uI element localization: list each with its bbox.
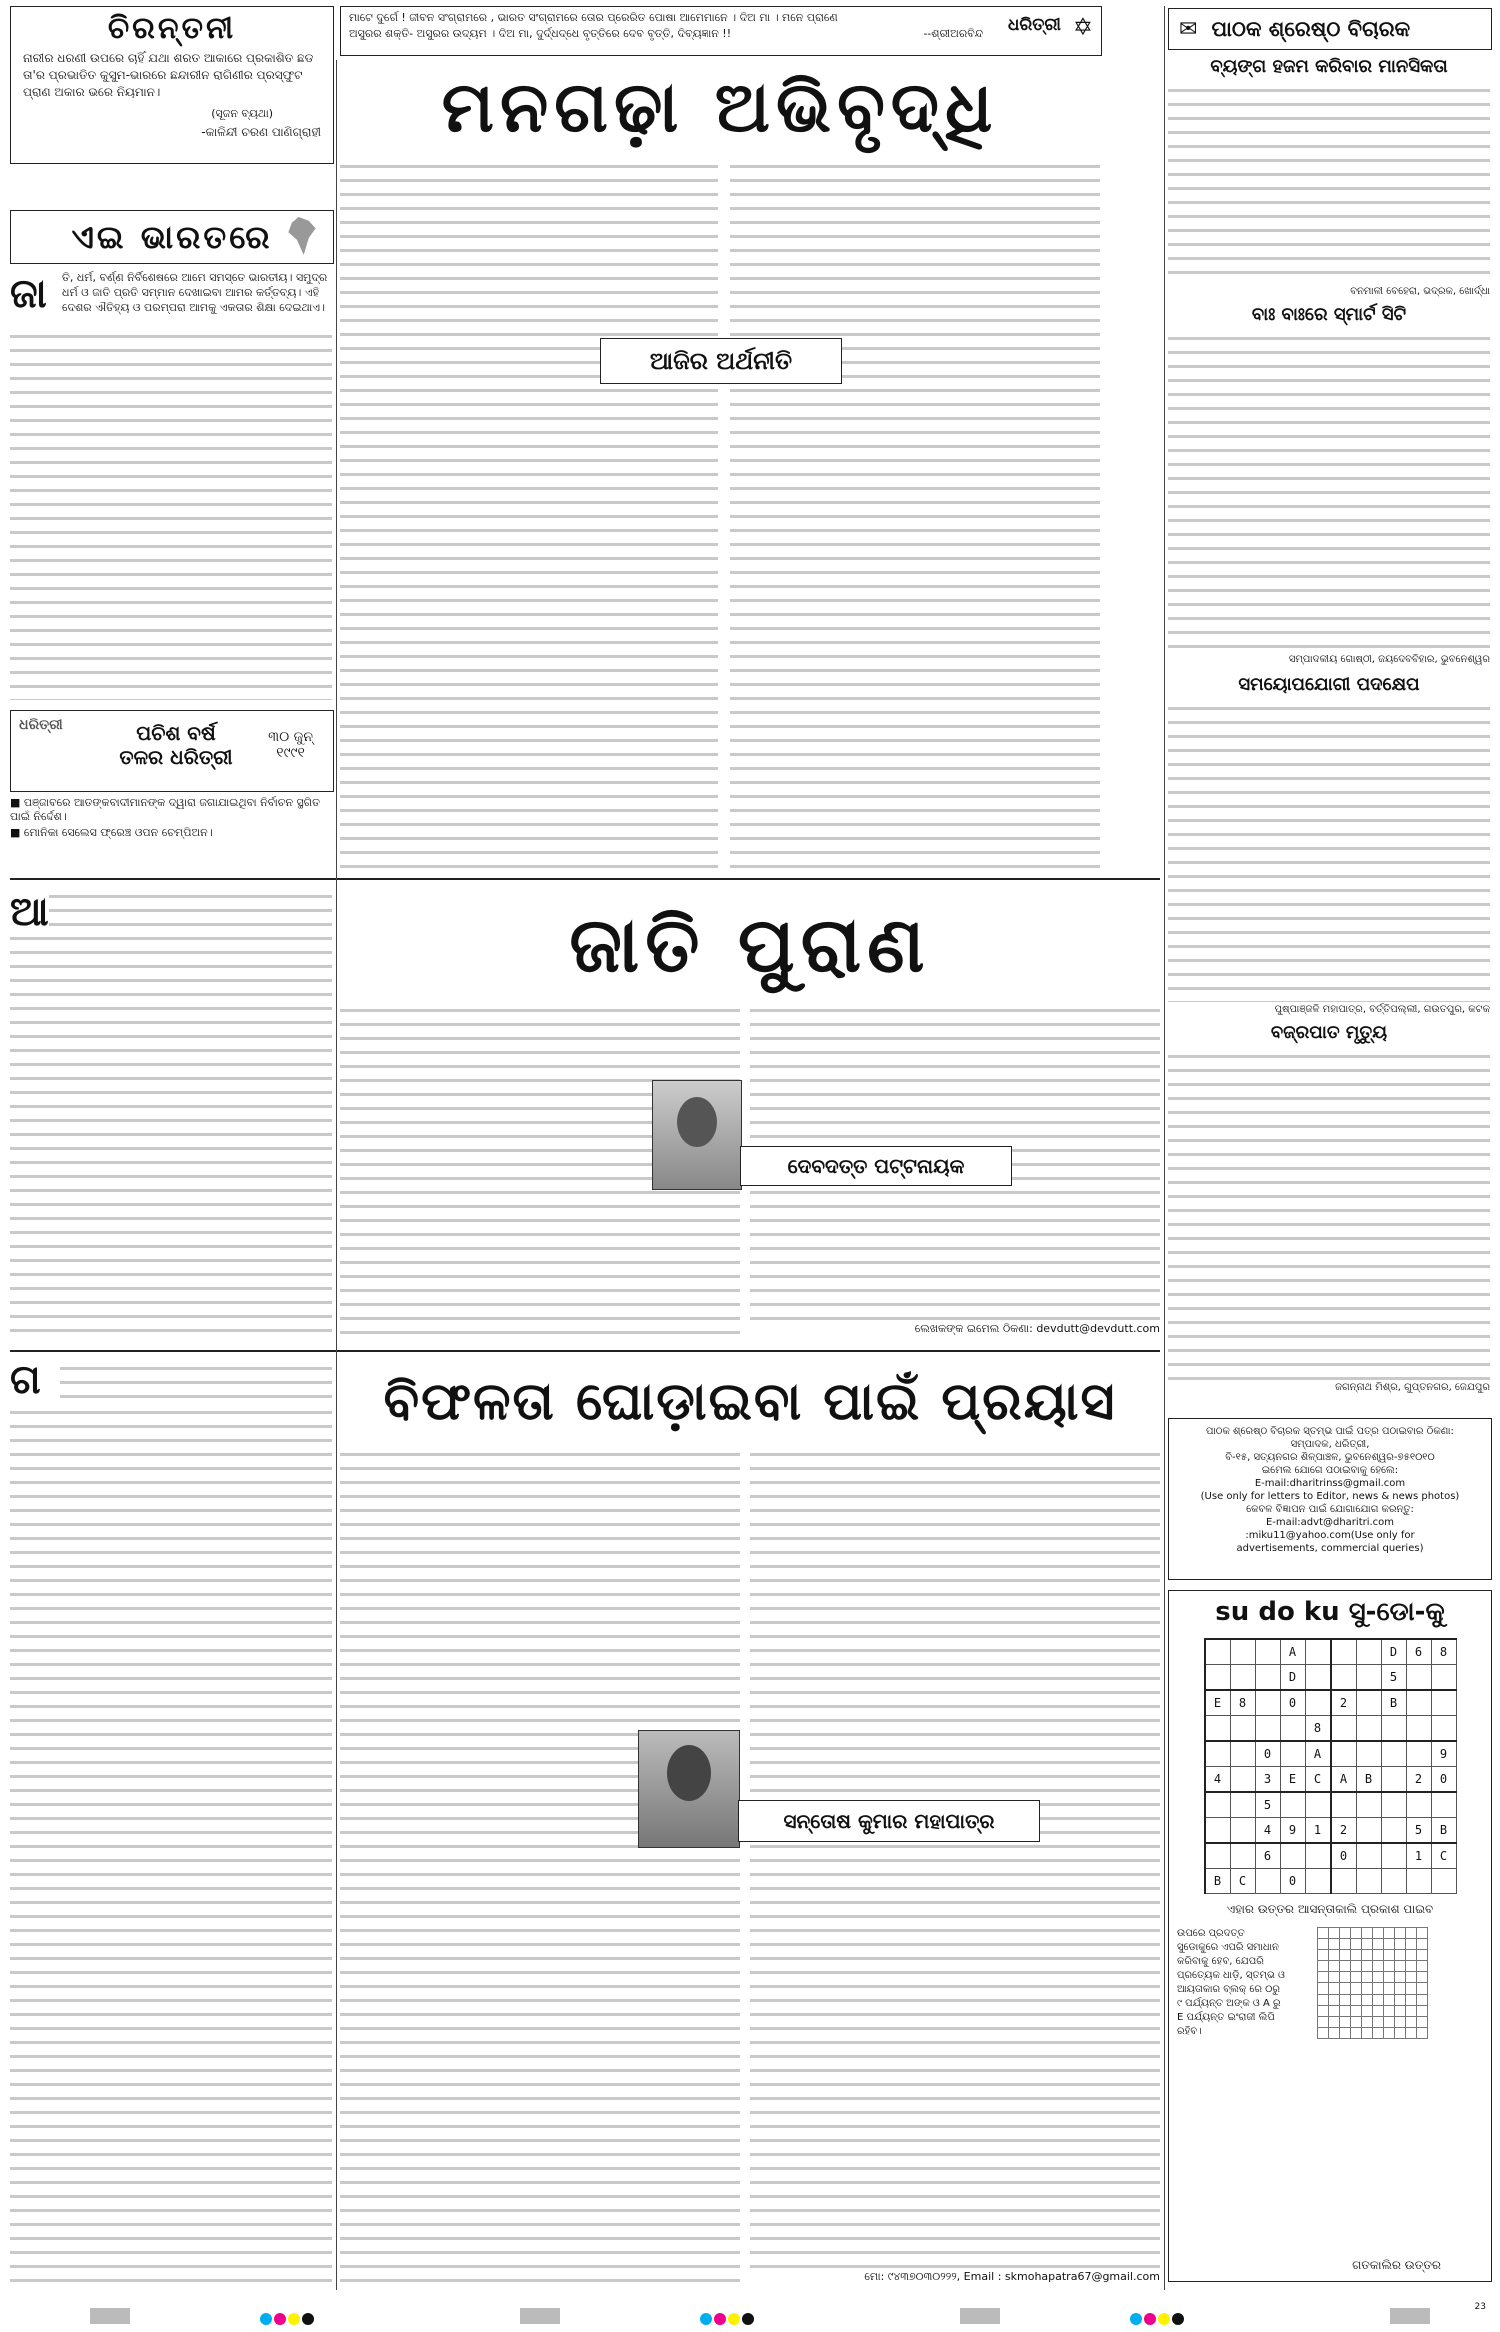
solution-cell: [1362, 2016, 1373, 2027]
sudoku-cell: [1331, 1665, 1357, 1691]
solution-cell: [1417, 1994, 1428, 2005]
solution-cell: [1373, 2005, 1384, 2016]
sudoku-cell: 8: [1431, 1639, 1456, 1665]
sudoku-cell: E: [1280, 1767, 1305, 1793]
sudoku-cell: 0: [1280, 1690, 1305, 1716]
bifalata-author-photo: [638, 1730, 740, 1848]
letter-title-2: ବାଃ ବାଃରେ ସ୍ମାର୍ଟ ସିଟି: [1251, 304, 1407, 325]
sudoku-cell: [1205, 1792, 1231, 1818]
sudoku-cell: [1381, 1792, 1406, 1818]
bifalata-headline: ବିଫଳତା ଘୋଡ଼ାଇବା ପାଇଁ ପ୍ରୟାସ: [383, 1371, 1117, 1432]
sudoku-cell: C: [1230, 1869, 1255, 1894]
jati-author-box: ଦେବଦତ୍ତ ପଟ୍ଟନାୟକ: [740, 1146, 1012, 1186]
letter-signature-3: ପୁଷ୍ପାଞ୍ଜଳି ମହାପାତ୍ର, ବର୍ତ୍ତିପଲ୍ଲୀ, ଗଉତପୁର, କଟକ: [1274, 1004, 1490, 1015]
solution-cell: [1318, 1972, 1329, 1983]
anniversary-title-1: ପଚିଶ ବର୍ଷ: [136, 721, 216, 745]
solution-cell: [1329, 1961, 1340, 1972]
sudoku-cell: A: [1280, 1639, 1305, 1665]
sudoku-cell: 8: [1305, 1716, 1331, 1742]
solution-cell: [1417, 1928, 1428, 1939]
sudoku-cell: [1381, 1869, 1406, 1894]
solution-cell: [1318, 2016, 1329, 2027]
solution-cell: [1329, 1950, 1340, 1961]
solution-cell: [1395, 1928, 1406, 1939]
solution-cell: [1417, 1983, 1428, 1994]
letter-body-4: [1168, 1050, 1490, 1380]
sudoku-cell: 9: [1431, 1741, 1456, 1767]
divider-jati: [10, 878, 1160, 880]
sudoku-cell: [1255, 1869, 1280, 1894]
sudoku-grid: [1204, 1638, 1457, 1894]
india-map-icon: [285, 217, 319, 255]
solution-cell: [1395, 1939, 1406, 1950]
solution-cell: [1395, 1950, 1406, 1961]
contact-email-3-note: advertisements, commercial queries): [1236, 1543, 1424, 1554]
anniversary-bullet-2: ■ ମୋନିକା ସେଲେସ ଫ୍ରେଞ୍ଚ ଓପନ ଚେମ୍ପିଅନ।: [10, 826, 213, 839]
sudoku-cell: [1431, 1869, 1456, 1894]
sudoku-cell: [1305, 1869, 1331, 1894]
solution-cell: [1417, 1950, 1428, 1961]
solution-cell: [1395, 1983, 1406, 1994]
sudoku-yesterday-label: ଗତକାଲିର ଉତ୍ତର: [1352, 2258, 1441, 2272]
sudoku-cell: [1356, 1843, 1381, 1869]
sudoku-cell: [1431, 1716, 1456, 1742]
sudoku-cell: [1356, 1716, 1381, 1742]
sudoku-cell: [1205, 1818, 1231, 1844]
sudoku-cell: [1280, 1843, 1305, 1869]
quote-author: --ଶ୍ରୀଅରବିନ୍ଦ: [923, 27, 983, 40]
solution-cell: [1417, 1972, 1428, 1983]
solution-cell: [1351, 1928, 1362, 1939]
sudoku-cell: 6: [1406, 1639, 1431, 1665]
chirantani-poem: ନାରୀର ଧରଣୀ ଉପରେ ଚାହିଁ ଯଥା ଶରତ ଆକାରେ ପ୍ରକାଶିତ ଛଡ ତା'ର ପ୍ରଭାତିତ କୁସୁମ-ଭାରରେ ଛନ୍ଦାରୀନ ରାଗିଣୀର ପ୍ରସ୍ଫୁଟ ପ୍ରାଣ ଅକାର ଭରେ ନିୟମାନ।: [23, 51, 314, 99]
quote-line-1: ମାଟେ ଦୁର୍ଗେ ! ଜୀବନ ସଂଗ୍ରାମରେ , ଭାରତ ସଂଗ୍ରାମରେ ତୋର ପ୍ରେରିତ ପୋଷା ଆମେମାନେ । ଦିଅ ମା । ମନେ ପ୍ରାଣେ: [349, 11, 838, 24]
sudoku-cell: [1230, 1767, 1255, 1793]
sudoku-cell: D: [1381, 1639, 1406, 1665]
quote-line-2: ଅସୁରର ଶକ୍ତି- ଅସୁରର ଉଦ୍ୟମ । ଦିଅ ମା, ଦୁର୍ଦ୍ଧଦ୍ଧେ ବୃତ୍ତିରେ ଦେବ ବୃତ୍ତି, ଦିବ୍ୟଜ୍ଞାନ !!: [349, 27, 732, 40]
sudoku-cell: [1381, 1741, 1406, 1767]
chirantani-source: (ସୂଜନ ବ୍ୟଥା): [211, 107, 273, 120]
solution-cell: [1318, 2027, 1329, 2038]
solution-cell: [1318, 1928, 1329, 1939]
solution-cell: [1417, 1961, 1428, 1972]
solution-cell: [1384, 1972, 1395, 1983]
sudoku-cell: B: [1356, 1767, 1381, 1793]
lead-column-tag: ଆଜିର ଅର୍ଥନୀତି: [600, 338, 842, 384]
sudoku-cell: 1: [1305, 1818, 1331, 1844]
sudoku-cell: [1381, 1767, 1406, 1793]
chirantani-poet: -କାଳିନ୍ଦୀ ଚରଣ ପାଣିଗ୍ରାହୀ: [201, 125, 321, 139]
sudoku-cell: [1305, 1792, 1331, 1818]
sudoku-cell: 0: [1431, 1767, 1456, 1793]
solution-cell: [1329, 1983, 1340, 1994]
solution-cell: [1340, 1928, 1351, 1939]
solution-cell: [1351, 1950, 1362, 1961]
solution-cell: [1373, 1994, 1384, 2005]
sudoku-cell: [1280, 1792, 1305, 1818]
sudoku-cell: [1331, 1792, 1357, 1818]
solution-cell: [1373, 2016, 1384, 2027]
solution-cell: [1318, 2005, 1329, 2016]
solution-cell: [1329, 2005, 1340, 2016]
sudoku-instructions: ଉପରେ ପ୍ରଦତ୍ତ ସୁଡୋକୁରେ ଏପରି ସମାଧାନ କରିବାକୁ ହେବ, ଯେପରି ପ୍ରତ୍ୟେକ ଧାଡ଼ି, ସ୍ତମ୍ଭ ଓ ଆୟତାକାର ବ୍ଲକ୍ ରେ ୦ରୁ ୯ ପର୍ଯ୍ୟନ୍ତ ଅଙ୍କ ଓ A ରୁ E ପର୍ଯ୍ୟନ୍ତ ଇଂରାଜୀ ଲିପି ରହିବ।: [1177, 1928, 1285, 2037]
solution-cell: [1406, 1939, 1417, 1950]
divider-bifalata: [10, 1350, 1160, 1352]
contact-email-1-note: (Use only for letters to Editor, news & news photos): [1200, 1491, 1460, 1502]
masthead-logo: ଧରିତ୍ରୀ: [1007, 15, 1061, 35]
solution-cell: [1395, 2005, 1406, 2016]
footer-marks: [0, 2300, 1500, 2332]
jati-dropcap: ଆ: [10, 888, 49, 935]
aji-bharat-dropcap: ଜା: [10, 270, 47, 317]
letter-body-3: [1168, 702, 1490, 1002]
sudoku-cell: [1406, 1716, 1431, 1742]
solution-cell: [1351, 1961, 1362, 1972]
sudoku-cell: [1305, 1690, 1331, 1716]
anniversary-title-2: ତଳର ଧରିତ୍ରୀ: [119, 745, 233, 769]
contact-email-3[interactable]: :miku11@yahoo.com(Use only for: [1245, 1530, 1415, 1541]
sudoku-cell: [1356, 1869, 1381, 1894]
sudoku-cell: 5: [1406, 1818, 1431, 1844]
solution-cell: [1373, 2027, 1384, 2038]
sudoku-cell: [1205, 1716, 1231, 1742]
letter-body-1: [1168, 84, 1490, 284]
solution-cell: [1340, 1983, 1351, 1994]
sudoku-cell: [1255, 1716, 1280, 1742]
letter-signature-4: ଜଗନ୍ନାଥ ମିଶ୍ର, ଗୁପ୍ତନଗର, ଜେଯପୁର: [1335, 1382, 1490, 1393]
jati-contact: ଲେଖକଙ୍କ ଇମେଲ ଠିକଣା: devdutt@devdutt.com: [750, 1322, 1160, 1336]
contact-address-1: ସମ୍ପାଦକ, ଧରିତ୍ରୀ,: [1290, 1439, 1370, 1450]
solution-cell: [1351, 1939, 1362, 1950]
solution-cell: [1406, 1961, 1417, 1972]
solution-cell: [1362, 2027, 1373, 2038]
solution-cell: [1329, 1994, 1340, 2005]
letter-title-3: ସମୟୋପଯୋଗୀ ପଦକ୍ଷେପ: [1238, 674, 1420, 695]
solution-cell: [1318, 1961, 1329, 1972]
solution-cell: [1373, 1972, 1384, 1983]
sudoku-title: su do ku ସୁ-ଡୋ-କୁ: [1215, 1597, 1445, 1627]
solution-cell: [1406, 1928, 1417, 1939]
solution-cell: [1362, 1939, 1373, 1950]
sudoku-cell: [1230, 1665, 1255, 1691]
sudoku-cell: [1406, 1792, 1431, 1818]
solution-cell: [1384, 1994, 1395, 2005]
chirantani-title: ଚିରନ୍ତନୀ: [107, 11, 237, 46]
solution-cell: [1417, 2005, 1428, 2016]
solution-cell: [1340, 2027, 1351, 2038]
sudoku-cell: D: [1280, 1665, 1305, 1691]
sudoku-cell: 5: [1255, 1792, 1280, 1818]
solution-cell: [1351, 2016, 1362, 2027]
solution-cell: [1318, 1983, 1329, 1994]
solution-cell: [1395, 1961, 1406, 1972]
contact-box: [1168, 1418, 1492, 1580]
sudoku-box: [1168, 1590, 1492, 2282]
solution-cell: [1406, 2016, 1417, 2027]
solution-cell: [1417, 2016, 1428, 2027]
sudoku-cell: 4: [1205, 1767, 1231, 1793]
solution-cell: [1406, 1994, 1417, 2005]
sudoku-cell: [1356, 1665, 1381, 1691]
sudoku-cell: [1230, 1716, 1255, 1742]
bifalata-dropcap: ଗ: [10, 1356, 41, 1403]
sudoku-cell: [1356, 1741, 1381, 1767]
sudoku-cell: [1331, 1869, 1357, 1894]
solution-cell: [1373, 1939, 1384, 1950]
letter-title-1: ବ୍ୟଙ୍ଗ ହଜମ କରିବାର ମାନସିକତା: [1210, 56, 1448, 77]
sudoku-cell: [1381, 1843, 1406, 1869]
sudoku-cell: 9: [1280, 1818, 1305, 1844]
solution-cell: [1395, 2016, 1406, 2027]
contact-email-2[interactable]: E-mail:advt@dharitri.com: [1265, 1517, 1395, 1528]
solution-cell: [1395, 2027, 1406, 2038]
contact-intro: ପାଠକ ଶ୍ରେଷ୍ଠ ବିଚାରକ ସ୍ତମ୍ଭ ପାଇଁ ପତ୍ର ପଠାଇବାର ଠିକଣା:: [1206, 1426, 1454, 1437]
solution-cell: [1384, 1950, 1395, 1961]
bifalata-author-box: ସନ୍ତୋଷ କୁମାର ମହାପାତ୍ର: [738, 1800, 1040, 1842]
sudoku-cell: A: [1305, 1741, 1331, 1767]
sudoku-cell: B: [1381, 1690, 1406, 1716]
solution-cell: [1395, 1972, 1406, 1983]
solution-cell: [1329, 2027, 1340, 2038]
solution-cell: [1373, 1961, 1384, 1972]
sudoku-cell: [1356, 1818, 1381, 1844]
sudoku-cell: [1305, 1665, 1331, 1691]
sudoku-cell: [1280, 1716, 1305, 1742]
sudoku-cell: [1356, 1690, 1381, 1716]
solution-cell: [1329, 1928, 1340, 1939]
sudoku-cell: [1305, 1639, 1331, 1665]
solution-cell: [1318, 1950, 1329, 1961]
sudoku-cell: [1205, 1639, 1231, 1665]
contact-email-1[interactable]: E-mail:dharitrinss@gmail.com: [1254, 1478, 1406, 1489]
page-number: 23: [1474, 2302, 1486, 2312]
sudoku-cell: [1431, 1665, 1456, 1691]
sudoku-cell: 4: [1255, 1818, 1280, 1844]
solution-cell: [1329, 1972, 1340, 1983]
solution-cell: [1395, 1994, 1406, 2005]
sudoku-cell: [1230, 1639, 1255, 1665]
jati-left-col: [10, 890, 332, 1340]
sudoku-cell: [1356, 1792, 1381, 1818]
solution-cell: [1340, 1972, 1351, 1983]
bifalata-body-col1: [340, 1448, 740, 2284]
sudoku-answer-note: ଏହାର ଉତ୍ତର ଆସନ୍ତାକାଲି ପ୍ରକାଶ ପାଇବ: [1226, 1902, 1434, 1916]
sudoku-cell: [1205, 1843, 1231, 1869]
sudoku-cell: C: [1431, 1843, 1456, 1869]
sudoku-cell: 3: [1255, 1767, 1280, 1793]
jati-headline: ଜାତି ପୁରାଣ: [569, 900, 931, 989]
solution-cell: [1329, 1939, 1340, 1950]
sudoku-cell: 0: [1280, 1869, 1305, 1894]
sudoku-cell: [1381, 1818, 1406, 1844]
solution-cell: [1384, 2016, 1395, 2027]
solution-cell: [1384, 1928, 1395, 1939]
letter-signature-2: ସମ୍ପାଦକୀୟ ଗୋଷ୍ଠୀ, ଜୟଦେବବିହାର, ଭୁବନେଶ୍ୱର: [1288, 654, 1490, 665]
sudoku-cell: [1431, 1792, 1456, 1818]
sudoku-cell: [1381, 1716, 1406, 1742]
sudoku-cell: [1255, 1690, 1280, 1716]
solution-cell: [1417, 1939, 1428, 1950]
sudoku-cell: B: [1205, 1869, 1231, 1894]
solution-cell: [1373, 1928, 1384, 1939]
sudoku-cell: 0: [1331, 1843, 1357, 1869]
lead-headline: ମନଗଢ଼ା ଅଭିବୃଦ୍ଧି: [441, 65, 999, 148]
aji-bharat-body-lines: [10, 330, 332, 700]
chirantani-box: [10, 6, 334, 164]
solution-cell: [1406, 1950, 1417, 1961]
bifalata-body-col2: [750, 1448, 1160, 2284]
sudoku-cell: [1230, 1843, 1255, 1869]
sudoku-cell: [1205, 1665, 1231, 1691]
sudoku-cell: [1431, 1690, 1456, 1716]
solution-cell: [1351, 1994, 1362, 2005]
solution-cell: [1340, 1939, 1351, 1950]
sudoku-cell: A: [1331, 1767, 1357, 1793]
pathaka-title: ପାଠକ ଶ୍ରେଷ୍ଠ ବିଚାରକ: [1211, 16, 1411, 41]
sudoku-cell: [1331, 1716, 1357, 1742]
sudoku-cell: [1406, 1869, 1431, 1894]
sudoku-cell: [1255, 1639, 1280, 1665]
sudoku-cell: [1255, 1665, 1280, 1691]
sudoku-cell: [1230, 1741, 1255, 1767]
solution-cell: [1373, 1950, 1384, 1961]
solution-cell: [1340, 1950, 1351, 1961]
sudoku-cell: 1: [1406, 1843, 1431, 1869]
sudoku-cell: [1230, 1818, 1255, 1844]
solution-cell: [1362, 1950, 1373, 1961]
aji-bharat-title: ଏଇ ଭାରତରେ: [71, 217, 273, 256]
solution-cell: [1362, 1972, 1373, 1983]
envelope-icon: ✉: [1179, 16, 1198, 42]
solution-cell: [1318, 1994, 1329, 2005]
solution-cell: [1373, 1983, 1384, 1994]
sudoku-cell: [1331, 1741, 1357, 1767]
solution-cell: [1362, 1961, 1373, 1972]
solution-cell: [1362, 1994, 1373, 2005]
sudoku-cell: C: [1305, 1767, 1331, 1793]
solution-cell: [1340, 1961, 1351, 1972]
anniversary-date-1: ୩୦ ଜୁନ୍: [268, 729, 313, 745]
col-rule-1: [336, 60, 337, 2290]
sudoku-cell: 2: [1331, 1818, 1357, 1844]
star-icon: ✡: [1072, 13, 1093, 41]
letter-body-2: [1168, 332, 1490, 652]
letter-signature-1: ବନମାଳୀ ବେହେରା, ଭଦ୍ରକ, ଖୋର୍ଦ୍ଧା: [1350, 286, 1490, 297]
anniversary-box: [10, 710, 334, 792]
solution-cell: [1384, 2027, 1395, 2038]
solution-cell: [1340, 2005, 1351, 2016]
sudoku-cell: E: [1205, 1690, 1231, 1716]
sudoku-cell: [1305, 1843, 1331, 1869]
sudoku-cell: 6: [1255, 1843, 1280, 1869]
contact-address-2: ବି-୧୫, ସତ୍ୟନଗର ଶିଳ୍ପାଞ୍ଚଳ, ଭୁବନେଶ୍ୱର-୭୫୧୦୧୦: [1225, 1452, 1435, 1463]
solution-cell: [1384, 1961, 1395, 1972]
solution-cell: [1340, 1994, 1351, 2005]
sudoku-cell: [1205, 1741, 1231, 1767]
solution-cell: [1362, 1983, 1373, 1994]
aji-bharat-body: ତି, ଧର୍ମ, ବର୍ଣ୍ଣ ନିର୍ବିଶେଷରେ ଆମେ ସମସ୍ତେ ଭାରତୀୟ। ସମୁଦ୍ର ଧର୍ମ ଓ ଜାତି ପ୍ରତି ସମ୍ମାନ ଦେଖାଇବା ଆମର କର୍ତ୍ତବ୍ୟ। ଏହି ଦେଶର ଐତିହ୍ୟ ଓ ପରମ୍ପରା ଆମକୁ ଏକତାର ଶିକ୍ଷା ଦେଇଥାଏ।: [62, 271, 328, 314]
solution-cell: [1362, 1928, 1373, 1939]
lead-body-col2: [730, 160, 1100, 880]
sudoku-cell: [1356, 1639, 1381, 1665]
sudoku-cell: 2: [1331, 1690, 1357, 1716]
solution-cell: [1351, 2027, 1362, 2038]
sudoku-cell: 8: [1230, 1690, 1255, 1716]
sudoku-cell: [1331, 1639, 1357, 1665]
sudoku-cell: [1406, 1665, 1431, 1691]
quote-bar: [340, 6, 1102, 56]
solution-cell: [1384, 2005, 1395, 2016]
solution-cell: [1406, 2005, 1417, 2016]
solution-cell: [1329, 2016, 1340, 2027]
solution-cell: [1406, 1972, 1417, 1983]
solution-cell: [1351, 2005, 1362, 2016]
anniversary-bullet-1: ■ ପଞ୍ଜାବରେ ଆତଙ୍କବାଦୀମାନଙ୍କ ଦ୍ୱାରା ଜଗାଯାଇଥିବା ନିର୍ବାଚନ ସ୍ଥଗିତ ପାଇଁ ନିର୍ଦ୍ଦେଶ।: [10, 796, 320, 823]
solution-cell: [1384, 1983, 1395, 1994]
solution-cell: [1351, 1972, 1362, 1983]
sudoku-cell: B: [1431, 1818, 1456, 1844]
solution-cell: [1417, 2027, 1428, 2038]
bifalata-left-col: [60, 1362, 332, 1402]
solution-cell: [1384, 1939, 1395, 1950]
sudoku-solution-grid: [1317, 1927, 1428, 2039]
solution-cell: [1406, 2027, 1417, 2038]
bifalata-contact[interactable]: ମୋ: ୯୪୩୭୦୩୦୨୨୨, Email : skmohapatra67@gmail.com: [750, 2270, 1160, 2284]
sudoku-cell: [1406, 1741, 1431, 1767]
pathaka-banner: [1168, 8, 1492, 50]
solution-cell: [1406, 1983, 1417, 1994]
sudoku-cell: [1406, 1690, 1431, 1716]
anniversary-date-2: ୧୯୯୧: [276, 745, 305, 761]
col-rule-2: [1164, 6, 1165, 2290]
jati-author-photo: [652, 1080, 742, 1190]
solution-cell: [1351, 1983, 1362, 1994]
anniversary-logo: ଧରିତ୍ରୀ: [19, 717, 63, 733]
bifalata-left-col-2: [10, 1406, 332, 2286]
solution-cell: [1362, 2005, 1373, 2016]
solution-cell: [1318, 1939, 1329, 1950]
sudoku-cell: [1280, 1741, 1305, 1767]
contact-email-intro: ଇମେଲ ଯୋଗେ ପଠାଇବାକୁ ହେଲେ:: [1261, 1465, 1399, 1476]
solution-cell: [1340, 2016, 1351, 2027]
lead-body-col1: [340, 160, 718, 880]
sudoku-cell: 0: [1255, 1741, 1280, 1767]
aji-bharat-banner: [10, 210, 334, 264]
sudoku-cell: 2: [1406, 1767, 1431, 1793]
sudoku-cell: [1230, 1792, 1255, 1818]
contact-ad-intro: କେବଳ ବିଜ୍ଞାପନ ପାଇଁ ଯୋଗାଯୋଗ କରନ୍ତୁ:: [1246, 1504, 1414, 1515]
letter-title-4: ବଜ୍ରପାତ ମୃତ୍ୟୁ: [1270, 1022, 1388, 1043]
sudoku-cell: 5: [1381, 1665, 1406, 1691]
